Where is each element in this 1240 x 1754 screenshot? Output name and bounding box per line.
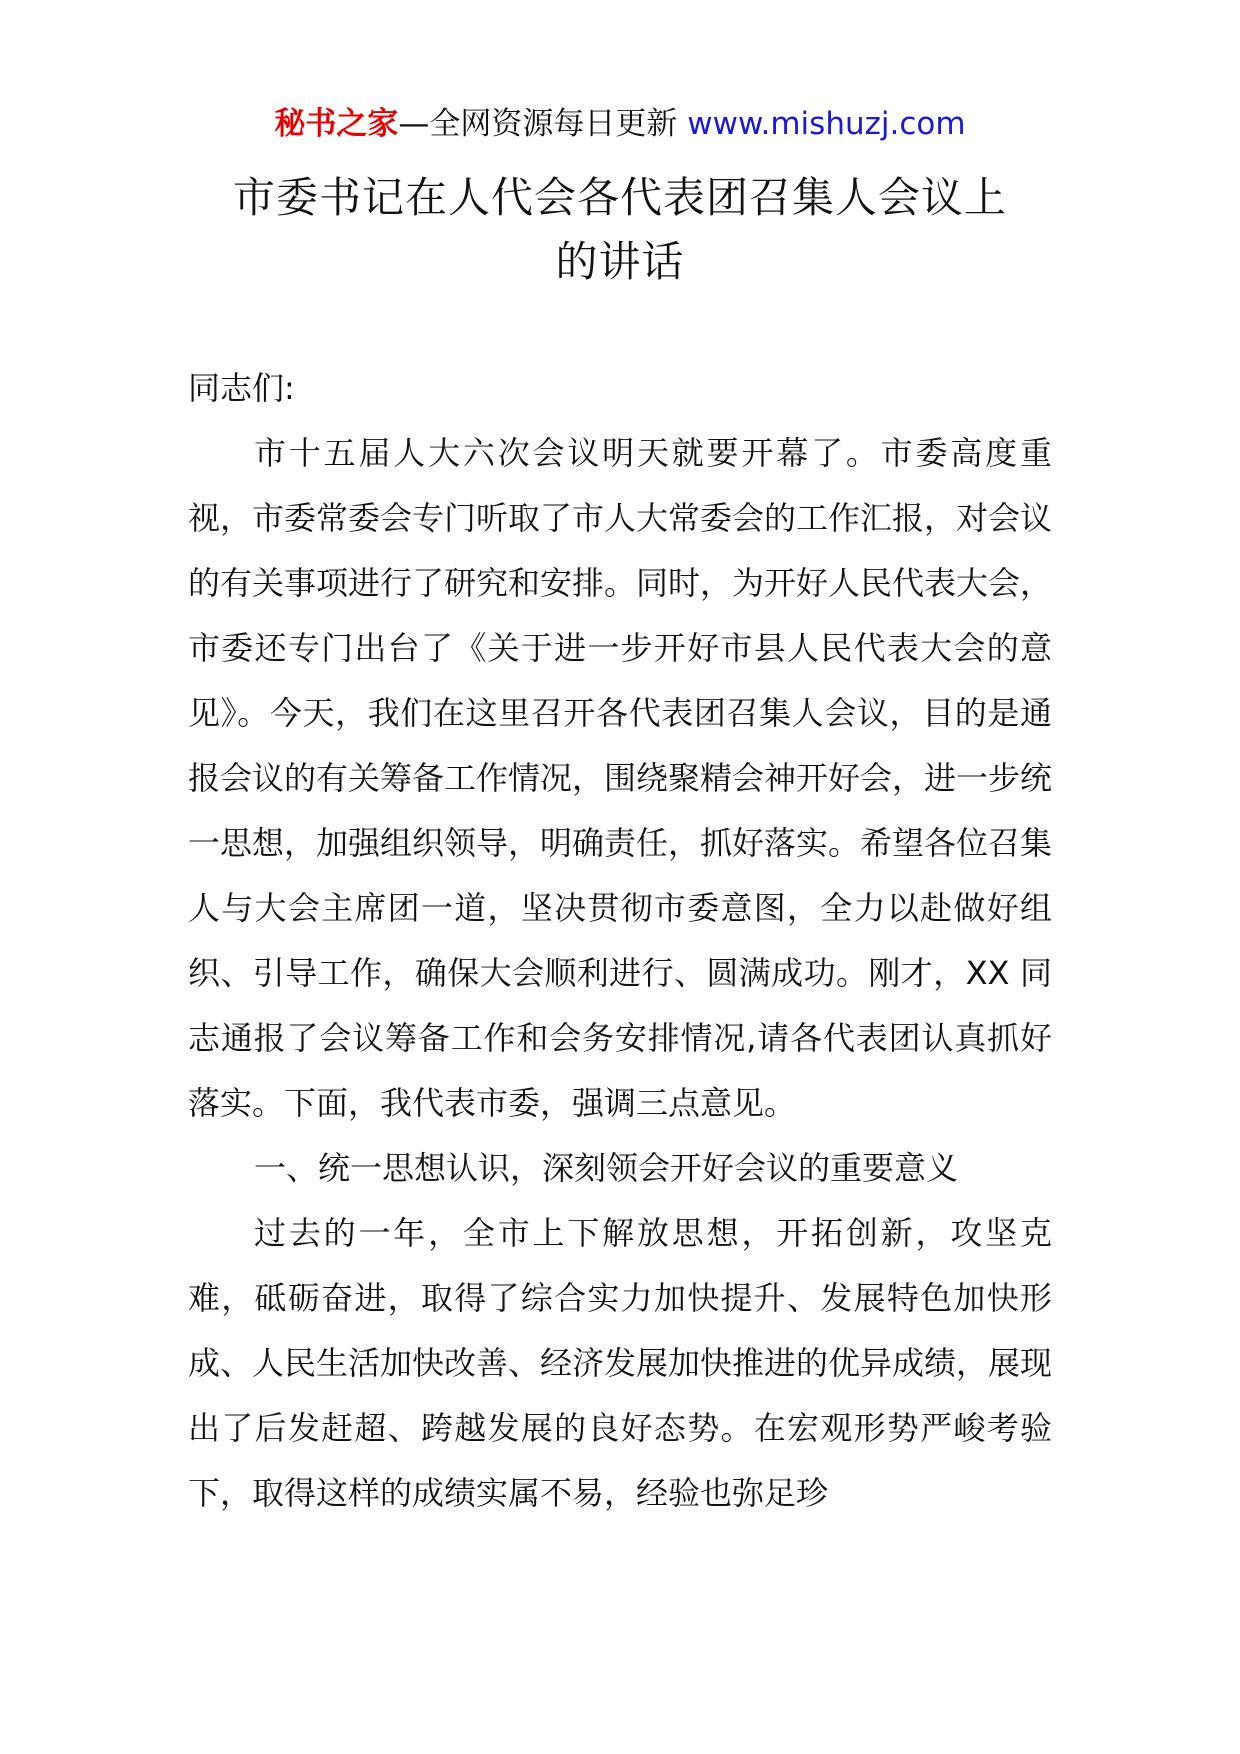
body-paragraph-1: 市十五届人大六次会议明天就要开幕了。市委高度重视，市委常委会专门听取了市人大常委会的工作汇报，对会议的有关事项进行了研究和安排。同时，为开好人民代表大会，市委还专门出台了《关于进一步开好市县人民代表大会的意见》。今天，我们在这里召开各代表团召集人会议，目的是通报会议的有关筹备工作情况，围绕聚精会神开好会，进一步统一思想，加强组织领导，明确责任，抓好落实。希望各位召集人与大会主席团一道，坚决贯彻市委意图，全力以赴做好组织、引导工作，确保大会顺利进行、圆满成功。刚才，XX 同志通报了会议筹备工作和会务安排情况,请各代表团认真抓好落实。下面，我代表市委，强调三点意见。: [188, 434, 1053, 1122]
document-title-line-1: 市委书记在人代会各代表团召集人会议上: [232, 173, 1007, 222]
body-paragraph-2: 过去的一年，全市上下解放思想，开拓创新，攻坚克难，砥砺奋进，取得了综合实力加快提升、发展特色加快形成、人民生活加快改善、经济发展加快推进的优异成绩，展现出了后发赶超、跨越发展的良好态势。在宏观形势严峻考验下，取得这样的成绩实属不易，经验也弥足珍: [188, 1214, 1053, 1512]
site-tagline: —全网资源每日更新: [398, 106, 678, 142]
greeting: 同志们:: [188, 369, 295, 407]
document-body: [188, 356, 1052, 1526]
document-title: [188, 166, 1052, 294]
section-heading-1: 一、统一思想认识，深刻领会开好会议的重要意义: [254, 1149, 959, 1187]
site-url-link[interactable]: www.mishuzj.com: [687, 106, 966, 142]
site-brand: 秘书之家: [274, 106, 399, 142]
site-header: [0, 104, 1240, 144]
document-title-line-2: 的讲话: [555, 237, 685, 286]
